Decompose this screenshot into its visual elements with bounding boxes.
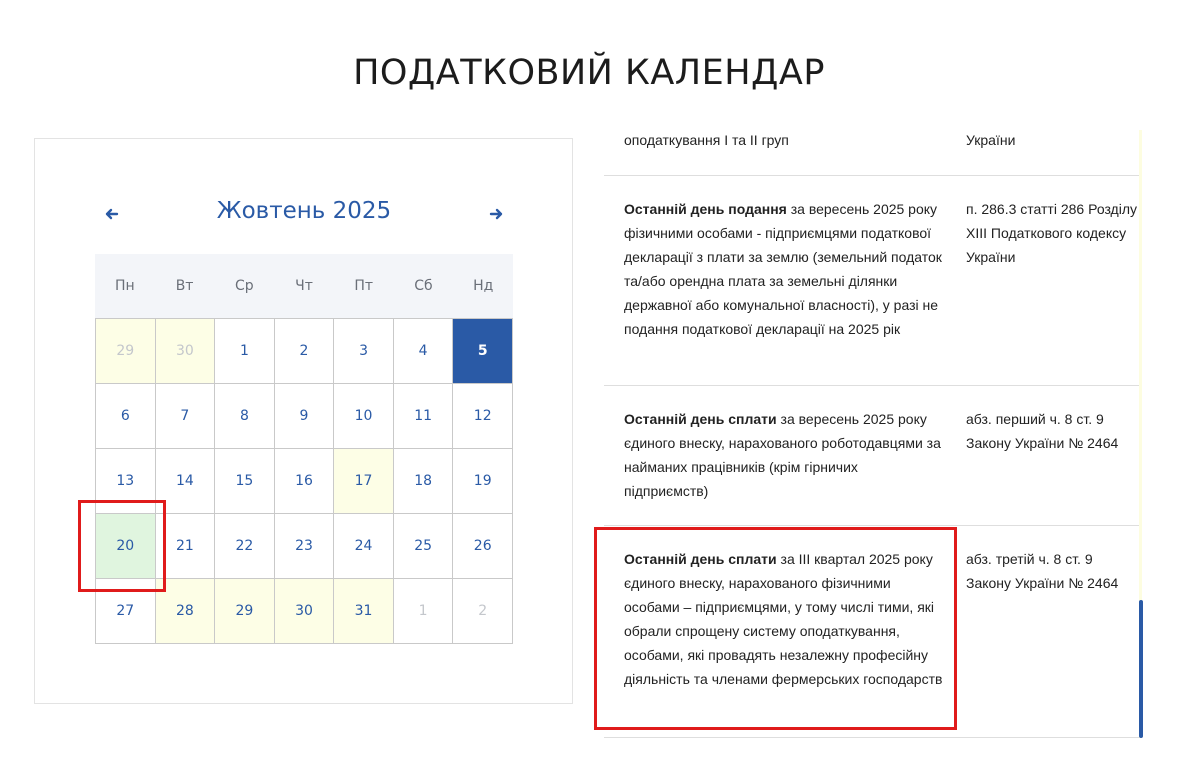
- calendar-day[interactable]: 19: [453, 449, 513, 514]
- weekday-label: Пн: [115, 278, 135, 294]
- next-month-button[interactable]: [484, 202, 508, 226]
- prev-month-button[interactable]: [100, 202, 124, 226]
- calendar-day[interactable]: 13: [96, 449, 156, 514]
- calendar-day[interactable]: 26: [453, 514, 513, 579]
- arrow-left-icon: [100, 202, 124, 226]
- calendar-day[interactable]: 5: [453, 319, 513, 384]
- calendar-grid: [95, 318, 513, 644]
- arrow-right-icon: [484, 202, 508, 226]
- calendar-day[interactable]: 3: [334, 319, 394, 384]
- weekday-label: Вт: [175, 278, 194, 294]
- calendar-day[interactable]: 23: [275, 514, 335, 579]
- calendar-day[interactable]: 20: [96, 514, 156, 579]
- calendar-day[interactable]: 9: [275, 384, 335, 449]
- page-title: ПОДАТКОВИЙ КАЛЕНДАР: [353, 53, 825, 94]
- calendar-day[interactable]: 17: [334, 449, 394, 514]
- calendar-month-label: Жовтень 2025: [216, 198, 392, 224]
- calendar-day[interactable]: 21: [156, 514, 216, 579]
- event-description: Останній день сплати за вересень 2025 року єдиного внеску, нарахованого роботодавцями за найманих працівників (крім гірничих підприємств): [624, 411, 941, 499]
- calendar-day[interactable]: 31: [334, 579, 394, 644]
- calendar-day[interactable]: 6: [96, 384, 156, 449]
- event-row: [604, 526, 1140, 738]
- calendar-day[interactable]: 25: [394, 514, 454, 579]
- calendar-day[interactable]: 18: [394, 449, 454, 514]
- calendar-day[interactable]: 27: [96, 579, 156, 644]
- calendar-day[interactable]: 15: [215, 449, 275, 514]
- event-row: [604, 118, 1140, 176]
- scrollbar-thumb[interactable]: [1139, 600, 1143, 738]
- calendar-day[interactable]: 22: [215, 514, 275, 579]
- event-law-reference: п. 286.3 статті 286 Розділу XIII Податкового кодексу України: [966, 201, 1138, 265]
- weekday-label: Ср: [234, 278, 254, 294]
- calendar-day[interactable]: 8: [215, 384, 275, 449]
- calendar-day[interactable]: 30: [156, 319, 216, 384]
- event-law-reference: України: [966, 132, 1016, 148]
- calendar-day[interactable]: 28: [156, 579, 216, 644]
- calendar-day[interactable]: 7: [156, 384, 216, 449]
- calendar-day[interactable]: 12: [453, 384, 513, 449]
- calendar-day[interactable]: 1: [394, 579, 454, 644]
- calendar-day[interactable]: 30: [275, 579, 335, 644]
- calendar-day[interactable]: 4: [394, 319, 454, 384]
- event-row: [604, 386, 1140, 526]
- calendar-day[interactable]: 24: [334, 514, 394, 579]
- weekday-label: Нд: [473, 278, 494, 294]
- calendar-day[interactable]: 10: [334, 384, 394, 449]
- event-law-reference: абз. третій ч. 8 ст. 9 Закону України № 2464: [966, 551, 1119, 591]
- event-description: оподаткування I та II груп: [624, 132, 789, 148]
- calendar-day[interactable]: 29: [96, 319, 156, 384]
- event-row: [604, 176, 1140, 386]
- events-list: [604, 118, 1140, 738]
- weekday-label: Сб: [414, 278, 433, 294]
- calendar-day[interactable]: 14: [156, 449, 216, 514]
- calendar-day[interactable]: 11: [394, 384, 454, 449]
- calendar-day[interactable]: 29: [215, 579, 275, 644]
- calendar-day[interactable]: 2: [453, 579, 513, 644]
- weekday-label: Чт: [295, 278, 313, 294]
- event-description: Останній день сплати за III квартал 2025 року єдиного внеску, нарахованого фізичними особами – підприємцями, у тому числі тими, які обрали спрощену систему оподаткування, особами, які провадять незалежну професійну діяльність та членами фермерських господарств: [624, 551, 943, 687]
- event-description: Останній день подання за вересень 2025 року фізичними особами - підприємцями податкової декларації з плати за землю (земельний податок та/або орендна плата за земельні ділянки державної або комунальної власності), у разі не подання податкової декларації на 2025 рік: [624, 201, 942, 337]
- weekday-label: Пт: [354, 278, 374, 294]
- calendar-day[interactable]: 16: [275, 449, 335, 514]
- calendar-day[interactable]: 1: [215, 319, 275, 384]
- weekday-header: [95, 254, 513, 318]
- calendar-day[interactable]: 2: [275, 319, 335, 384]
- event-law-reference: абз. перший ч. 8 ст. 9 Закону України № 2464: [966, 411, 1119, 451]
